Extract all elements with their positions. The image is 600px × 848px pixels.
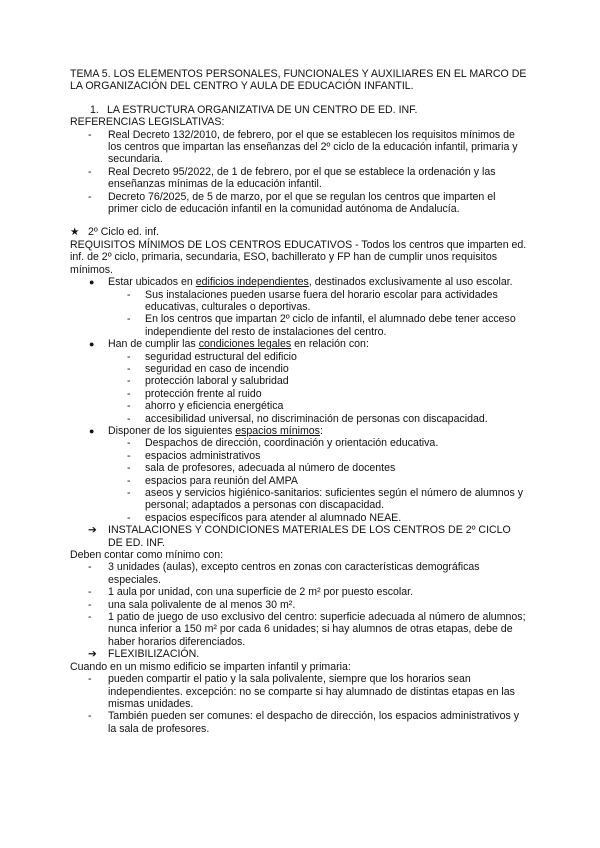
dash-marker: -: [88, 611, 92, 624]
arrow-right-icon: ➔: [88, 524, 97, 537]
document-title: TEMA 5. LOS ELEMENTOS PERSONALES, FUNCIONALES Y AUXILIARES EN EL MARCO DE LA ORGANIZACIÓN DEL CENTRO Y AULA DE EDUCACIÓN INFANTIL.: [70, 68, 527, 93]
sub-item-text: espacios administrativos: [145, 449, 261, 462]
section-1-heading: [70, 104, 528, 116]
sub-item: [70, 388, 528, 400]
sub-item: [70, 512, 528, 524]
sub-item-text: ahorro y eficiencia energética: [145, 400, 284, 413]
underlined-term: espacios mínimos: [235, 424, 320, 437]
bullet-icon: ●: [89, 425, 95, 436]
section-number: 1.: [90, 103, 99, 116]
sub-item-text: seguridad en caso de incendio: [145, 362, 289, 375]
sub-item-text: Despachos de dirección, coordinación y orientación educativa.: [145, 437, 439, 450]
dash-marker: -: [127, 462, 131, 475]
underlined-term: edificios independientes: [195, 276, 309, 289]
dash-marker: -: [127, 350, 131, 363]
instalacion-item: [70, 599, 528, 611]
sub-item-text: Sus instalaciones pueden usarse fuera del horario escolar para actividades educativas, culturales o deportivas.: [145, 288, 498, 313]
reference-item: [70, 129, 528, 166]
document-page: [70, 68, 528, 735]
bullet-item: [70, 276, 528, 288]
instalacion-text: una sala polivalente de al menos 30 m².: [108, 598, 296, 611]
underlined-term: condiciones legales: [198, 338, 292, 351]
instalacion-text: 1 patio de juego de uso exclusivo del centro: superficie adecuada al número de alumnos; nunca inferior a 150 m² por cada 6 unidades; si hay alumnos de otras etapas, debe de haber horarios diferenciados.: [108, 611, 526, 648]
bullet-text: Estar ubicados en: [108, 276, 196, 289]
dash-marker: -: [127, 313, 131, 326]
sub-item: [70, 313, 528, 338]
flexibilizacion-title: FLEXIBILIZACIÓN.: [108, 648, 200, 661]
requisitos-intro: REQUISITOS MÍNIMOS DE LOS CENTROS EDUCATIVOS - Todos los centros que imparten ed. inf. de 2º ciclo, primaria, secundaria, ESO, bachillerato y FP han de cumplir unos requisitos mínimos.: [70, 238, 527, 276]
sub-item: [70, 289, 528, 314]
reference-item: [70, 191, 528, 216]
bullet-icon: ●: [89, 339, 95, 350]
reference-text: Real Decreto 132/2010, de febrero, por el que se establecen los requisitos mínimos de los centros que impartan las enseñanzas del 2º ciclo de la educación infantil, primaria y secundaria.: [108, 128, 518, 166]
flexibilizacion-item: [70, 710, 528, 735]
sub-item-text: En los centros que impartan 2º ciclo de infantil, el alumnado debe tener acceso independiente del resto de instalaciones del centro.: [145, 313, 516, 338]
dash-marker: -: [127, 487, 131, 499]
sub-item: [70, 351, 528, 363]
reference-text: Real Decreto 95/2022, de 1 de febrero, por el que se establece la ordenación y las enseñanzas mínimas de la educación infantil.: [108, 165, 496, 191]
sub-item: [70, 375, 528, 387]
bullet-text: :: [319, 424, 323, 437]
arrow-right-icon: ➔: [88, 648, 97, 661]
instalacion-text: 1 aula por unidad, con una superficie de 2 m² por puesto escolar.: [108, 586, 414, 599]
bullet-item: [70, 338, 528, 350]
dash-marker: -: [127, 400, 131, 413]
sub-item-text: sala de profesores, adecuada al número de docentes: [145, 462, 396, 475]
dash-marker: -: [127, 474, 131, 487]
dash-marker: -: [127, 449, 131, 462]
instalacion-text: 3 unidades (aulas), excepto centros en zonas con características demográficas especiales.: [108, 561, 480, 586]
bullet-text: en relación con:: [291, 338, 369, 351]
instalaciones-intro: Deben contar como mínimo con:: [70, 549, 224, 562]
dash-marker: -: [88, 190, 92, 203]
dash-marker: -: [127, 362, 131, 375]
dash-marker: -: [127, 288, 131, 301]
flexibilizacion-text: pueden compartir el patio y la sala polivalente, siempre que los horarios sean independientes. excepción: no se comparte si hay alumnado de distintas etapas en las mismas unidades.: [108, 673, 515, 710]
sub-item-text: protección laboral y salubridad: [145, 375, 289, 388]
dash-marker: -: [127, 387, 131, 400]
sub-item-text: aseos y servicios higiénico-sanitarios: suficientes según el número de alumnos y personal; adaptados a personas con discapacidad.: [145, 487, 524, 512]
bullet-text: Disponer de los siguientes: [108, 424, 236, 437]
sub-item: [70, 400, 528, 412]
dash-marker: -: [127, 511, 131, 524]
dash-marker: -: [127, 437, 131, 450]
sub-item: [70, 363, 528, 375]
dash-marker: -: [88, 165, 92, 178]
sub-item-text: protección frente al ruido: [145, 387, 262, 400]
reference-item: [70, 166, 528, 191]
sub-item-text: accesibilidad universal, no discriminación de personas con discapacidad.: [145, 412, 488, 425]
dash-marker: -: [88, 710, 92, 723]
sub-item-text: seguridad estructural del edificio: [145, 350, 297, 363]
cycle-label: 2º Ciclo ed. inf.: [88, 226, 159, 239]
sub-item: [70, 437, 528, 449]
star-icon: ★: [70, 226, 80, 239]
flexibilizacion-text: También pueden ser comunes: el despacho de dirección, los espacios administrativos y la sala de profesores.: [108, 710, 520, 735]
section-1-title: LA ESTRUCTURA ORGANIZATIVA DE UN CENTRO DE ED. INF.: [107, 103, 418, 116]
sub-item: [70, 450, 528, 462]
flexibilizacion-heading: [70, 648, 528, 660]
dash-marker: -: [127, 412, 131, 425]
cycle-heading: [70, 226, 528, 238]
flexibilizacion-intro: Cuando en un mismo edificio se imparten infantil y primaria:: [70, 660, 351, 673]
bullet-text: , destinados exclusivamente al uso escolar.: [308, 276, 513, 289]
instalacion-item: [70, 561, 528, 586]
dash-marker: -: [88, 586, 92, 599]
bullet-icon: ●: [89, 277, 95, 288]
references-heading: REFERENCIAS LEGISLATIVAS:: [70, 116, 225, 129]
sub-item: [70, 462, 528, 474]
sub-item-text: espacios para reunión del AMPA: [145, 474, 298, 487]
bullet-item: [70, 425, 528, 437]
sub-item: [70, 475, 528, 487]
flexibilizacion-item: [70, 673, 528, 710]
dash-marker: -: [127, 375, 131, 388]
reference-text: Decreto 76/2025, de 5 de marzo, por el que se regulan los centros que imparten el primer ciclo de educación infantil en la comunidad autónoma de Andalucía.: [108, 190, 496, 216]
instalaciones-title: INSTALACIONES Y CONDICIONES MATERIALES DE LOS CENTROS DE 2º CICLO DE ED. INF.: [108, 524, 511, 549]
bullet-text: Han de cumplir las: [108, 338, 199, 351]
sub-item: [70, 413, 528, 425]
sub-item: [70, 487, 528, 512]
dash-marker: -: [88, 561, 92, 574]
dash-marker: -: [88, 128, 92, 141]
instalacion-item: [70, 586, 528, 598]
dash-marker: -: [88, 673, 92, 686]
dash-marker: -: [88, 598, 92, 611]
sub-item-text: espacios específicos para atender al alumnado NEAE.: [145, 511, 402, 524]
instalaciones-heading: [70, 524, 528, 549]
instalacion-item: [70, 611, 528, 648]
